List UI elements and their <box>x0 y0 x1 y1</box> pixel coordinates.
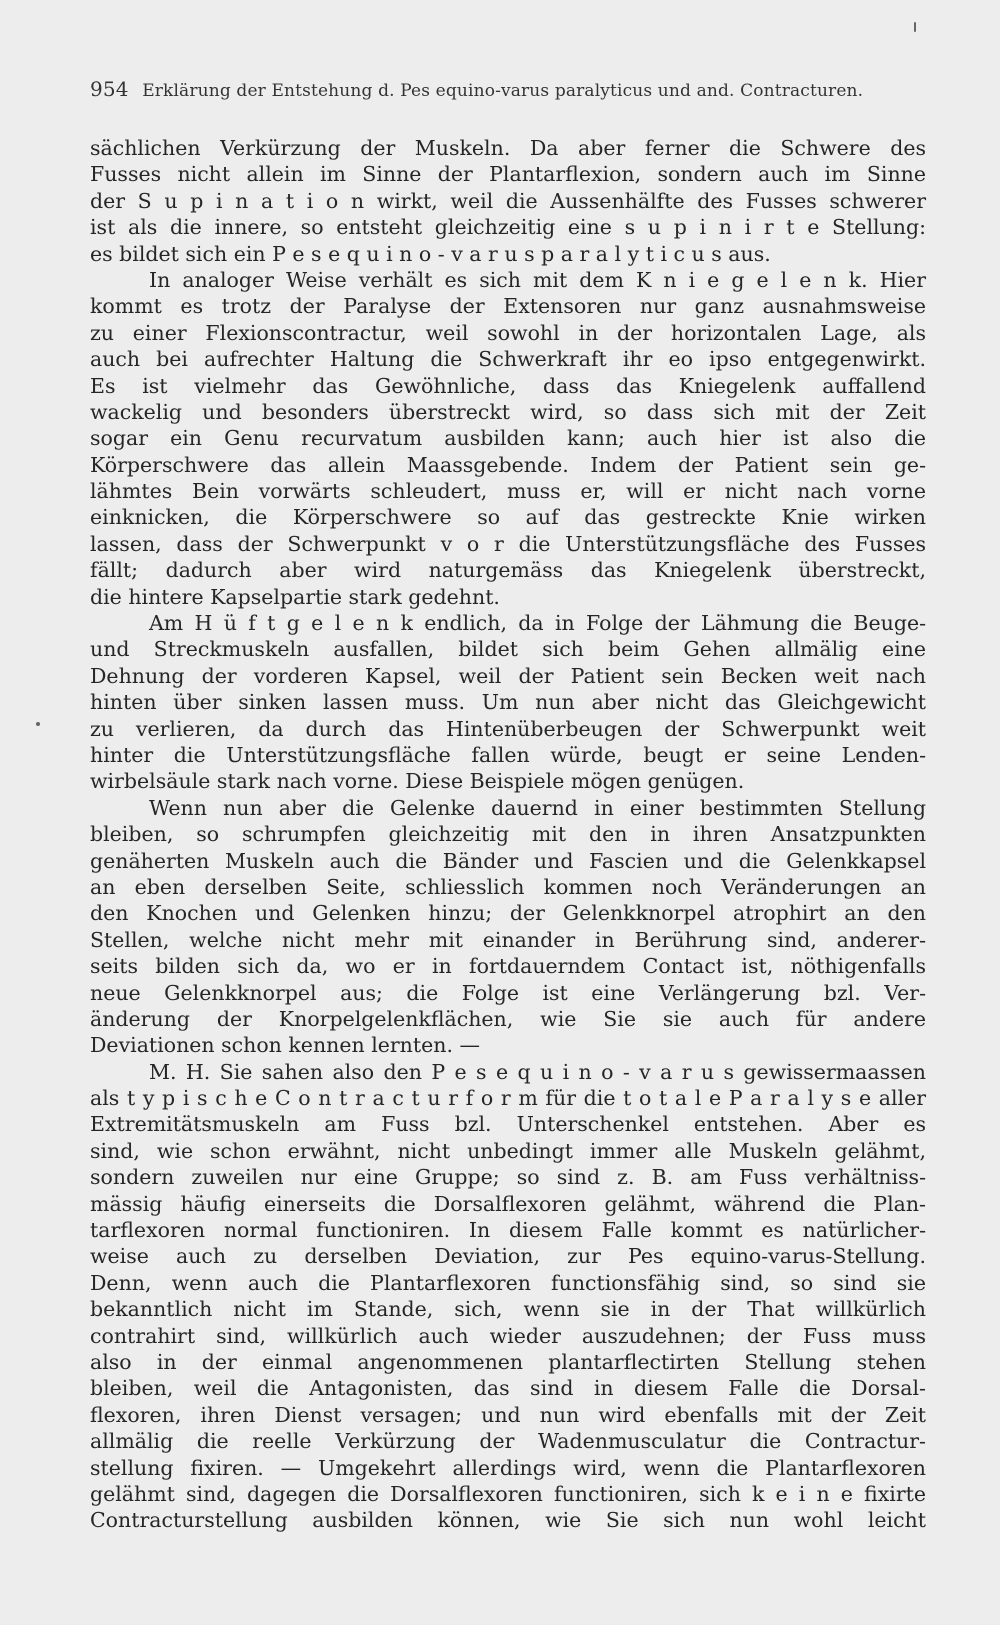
text-line: ist als die innere, so entsteht gleichzeitig eine s u p i n i r t e Stellung: <box>90 215 926 240</box>
text-line: Dehnung der vorderen Kapsel, weil der Patient sein Becken weit nach <box>90 663 926 688</box>
running-title: Erklärung der Entstehung d. Pes equino-varus paralyticus und and. Contracturen. <box>142 81 864 101</box>
text-line: der S u p i n a t i o n wirkt, weil die Aussenhälfte des Fusses schwerer <box>90 188 926 213</box>
text-line: Deviationen schon kennen lernten. — <box>90 1033 480 1058</box>
text-line: auch bei aufrechter Haltung die Schwerkraft ihr eo ipso entgegenwirkt. <box>90 347 926 372</box>
text-line: und Streckmuskeln ausfallen, bildet sich beim Gehen allmälig eine <box>90 637 926 662</box>
text-line: contrahirt sind, willkürlich auch wieder auszudehnen; der Fuss muss <box>90 1323 926 1348</box>
text-line: allmälig die reelle Verkürzung der Wadenmusculatur die Contractur- <box>90 1429 926 1454</box>
text-line: Contracturstellung ausbilden können, wie Sie sich nun wohl leicht <box>90 1508 926 1533</box>
text-line: sogar ein Genu recurvatum ausbilden kann; auch hier ist also die <box>90 426 926 451</box>
text-line: M. H. Sie sahen also den P e s e q u i n o - v a r u s gewissermaassen <box>149 1059 926 1084</box>
text-line: gelähmt sind, dagegen die Dorsalflexoren functioniren, sich k e i n e fixirte <box>90 1481 926 1506</box>
text-line: Stellen, welche nicht mehr mit einander in Berührung sind, anderer- <box>90 927 926 952</box>
text-line: Extremitätsmuskeln am Fuss bzl. Unterschenkel entstehen. Aber es <box>90 1112 926 1137</box>
text-line: wirbelsäule stark nach vorne. Diese Beispiele mögen genügen. <box>90 769 745 794</box>
text-line: es bildet sich ein P e s e q u i n o - v a r u s p a r a l y t i c u s aus. <box>90 241 771 266</box>
margin-speck <box>36 722 40 726</box>
text-line: hinter die Unterstützungsfläche fallen würde, beugt er seine Lenden- <box>90 742 926 767</box>
text-line: Am H ü f t g e l e n k endlich, da in Folge der Lähmung die Beuge- <box>149 611 926 636</box>
text-line: den Knochen und Gelenken hinzu; der Gelenkknorpel atrophirt an den <box>90 901 926 926</box>
text-line: Es ist vielmehr das Gewöhnliche, dass das Kniegelenk auffallend <box>90 373 926 398</box>
text-line: mässig häufig einerseits die Dorsalflexoren gelähmt, während die Plan- <box>90 1191 926 1216</box>
text-line: zu verlieren, da durch das Hintenüberbeugen der Schwerpunkt weit <box>90 716 926 741</box>
text-line: einknicken, die Körperschwere so auf das gestreckte Knie wirken <box>90 505 926 530</box>
text-line: sind, wie schon erwähnt, nicht unbedingt immer alle Muskeln gelähmt, <box>90 1138 926 1163</box>
running-header <box>90 77 925 101</box>
text-line: bleiben, weil die Antagonisten, das sind in diesem Falle die Dorsal- <box>90 1376 926 1401</box>
text-line: kommt es trotz der Paralyse der Extensoren nur ganz ausnahmsweise <box>90 294 926 319</box>
text-line: Fusses nicht allein im Sinne der Plantarflexion, sondern auch im Sinne <box>90 162 926 187</box>
text-line: sondern zuweilen nur eine Gruppe; so sind z. B. am Fuss verhältniss- <box>90 1165 926 1190</box>
text-line: sächlichen Verkürzung der Muskeln. Da aber ferner die Schwere des <box>90 136 926 160</box>
text-line: an eben derselben Seite, schliesslich kommen noch Veränderungen an <box>90 874 926 899</box>
text-line: lassen, dass der Schwerpunkt v o r die Unterstützungsfläche des Fusses <box>90 531 926 556</box>
text-line: lähmtes Bein vorwärts schleudert, muss er, will er nicht nach vorne <box>90 479 926 504</box>
text-line: flexoren, ihren Dienst versagen; und nun wird ebenfalls mit der Zeit <box>90 1402 926 1427</box>
margin-speck <box>914 22 916 32</box>
text-line: also in der einmal angenommenen plantarflectirten Stellung stehen <box>90 1349 926 1374</box>
text-line: wackelig und besonders überstreckt wird, so dass sich mit der Zeit <box>90 399 926 424</box>
text-line: fällt; dadurch aber wird naturgemäss das Kniegelenk überstreckt, <box>90 558 926 583</box>
text-line: weise auch zu derselben Deviation, zur Pes equino-varus-Stellung. <box>90 1244 926 1269</box>
text-line: seits bilden sich da, wo er in fortdauerndem Contact ist, nöthigenfalls <box>90 954 926 979</box>
body-text <box>90 135 926 1534</box>
text-line: In analoger Weise verhält es sich mit dem K n i e g e l e n k. Hier <box>149 267 926 292</box>
text-line: genäherten Muskeln auch die Bänder und Fascien und die Gelenkkapsel <box>90 848 926 873</box>
text-line: änderung der Knorpelgelenkflächen, wie Sie sie auch für andere <box>90 1006 926 1031</box>
text-line: zu einer Flexionscontractur, weil sowohl in der horizontalen Lage, als <box>90 320 926 345</box>
text-line: neue Gelenkknorpel aus; die Folge ist eine Verlängerung bzl. Ver- <box>90 980 926 1005</box>
text-line: hinten über sinken lassen muss. Um nun aber nicht das Gleichgewicht <box>90 690 926 715</box>
text-line: bekanntlich nicht im Stande, sich, wenn sie in der That willkürlich <box>90 1297 926 1322</box>
text-line: stellung fixiren. — Umgekehrt allerdings wird, wenn die Plantarflexoren <box>90 1455 926 1480</box>
text-line: Denn, wenn auch die Plantarflexoren functionsfähig sind, so sind sie <box>90 1270 926 1295</box>
text-line: Wenn nun aber die Gelenke dauernd in einer bestimmten Stellung <box>149 795 926 820</box>
text-line: bleiben, so schrumpfen gleichzeitig mit den in ihren Ansatzpunkten <box>90 822 926 847</box>
text-line: die hintere Kapselpartie stark gedehnt. <box>90 584 500 609</box>
text-line: als t y p i s c h e C o n t r a c t u r f o r m für die t o t a l e P a r a l y s e aller <box>90 1086 926 1111</box>
text-line: tarflexoren normal functioniren. In diesem Falle kommt es natürlicher- <box>90 1218 926 1243</box>
page-number: 954 <box>90 77 129 101</box>
text-line: Körperschwere das allein Maassgebende. Indem der Patient sein ge- <box>90 452 926 477</box>
